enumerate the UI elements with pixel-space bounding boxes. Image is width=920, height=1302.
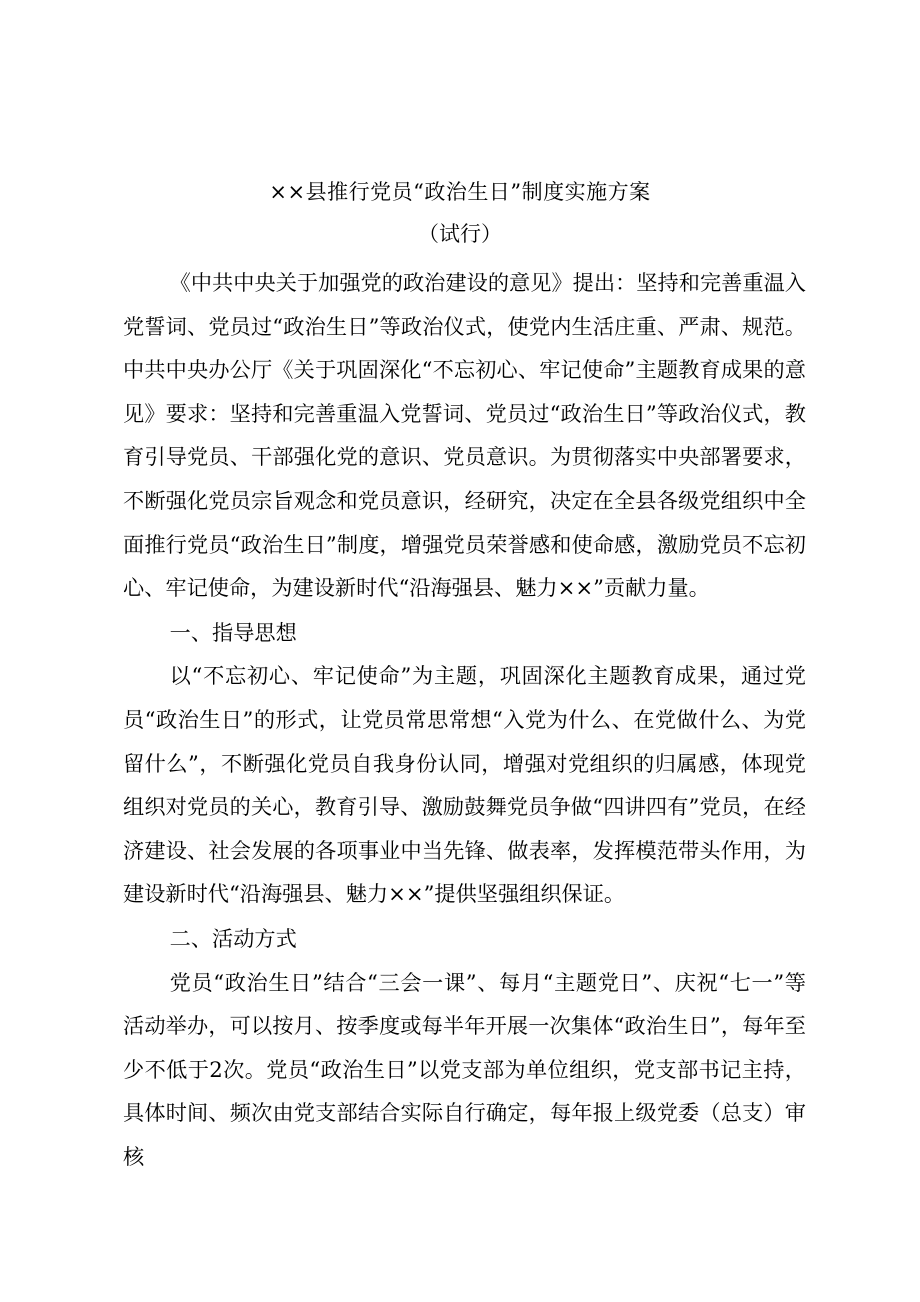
section-paragraph-guiding-thought: 以“不忘初心、牢记使命”为主题，巩固深化主题教育成果，通过党员“政治生日”的形式，让党员常思常想“入党为什么、在党做什么、为党留什么”，不断强化党员自我身份认同，增强对党组织的归属感，体现党组织对党员的关心，教育引导、激励鼓舞党员争做“四讲四有”党员，在经济建设、社会发展的各项事业中当先锋、做表率，发挥模范带头作用，为建设新时代“沿海强县、魅力××”提供坚强组织保证。 <box>123 663 806 907</box>
intro-paragraph: 《中共中央关于加强党的政治建设的意见》提出：坚持和完善重温入党誓词、党员过“政治生日”等政治仪式，使党内生活庄重、严肃、规范。中共中央办公厅《关于巩固深化“不忘初心、牢记使命”主题教育成果的意见》要求：坚持和完善重温入党誓词、党员过“政治生日”等政治仪式，教育引导党员、干部强化党的意识、党员意识。为贯彻落实中央部署要求，不断强化党员宗旨观念和党员意识，经研究，决定在全县各级党组织中全面推行党员“政治生日”制度，增强党员荣誉感和使命感，激励党员不忘初心、牢记使命，为建设新时代“沿海强县、魅力××”贡献力量。 <box>123 270 806 601</box>
document-subtitle: （试行） <box>418 222 502 246</box>
document-body <box>123 261 806 1178</box>
section-heading-activity-method: 二、活动方式 <box>169 925 297 951</box>
document-title: ××县推行党员“政治生日”制度实施方案 <box>269 180 651 204</box>
section-heading-guiding-thought: 一、指导思想 <box>169 619 297 645</box>
section-paragraph-activity-method: 党员“政治生日”结合“三会一课”、每月“主题党日”、庆祝“七一”等活动举办，可以按月、按季度或每半年开展一次集体“政治生日”，每年至少不低于2次。党员“政治生日”以党支部为单位组织，党支部书记主持，具体时间、频次由党支部结合实际自行确定，每年报上级党委（总支）审核 <box>123 969 806 1169</box>
